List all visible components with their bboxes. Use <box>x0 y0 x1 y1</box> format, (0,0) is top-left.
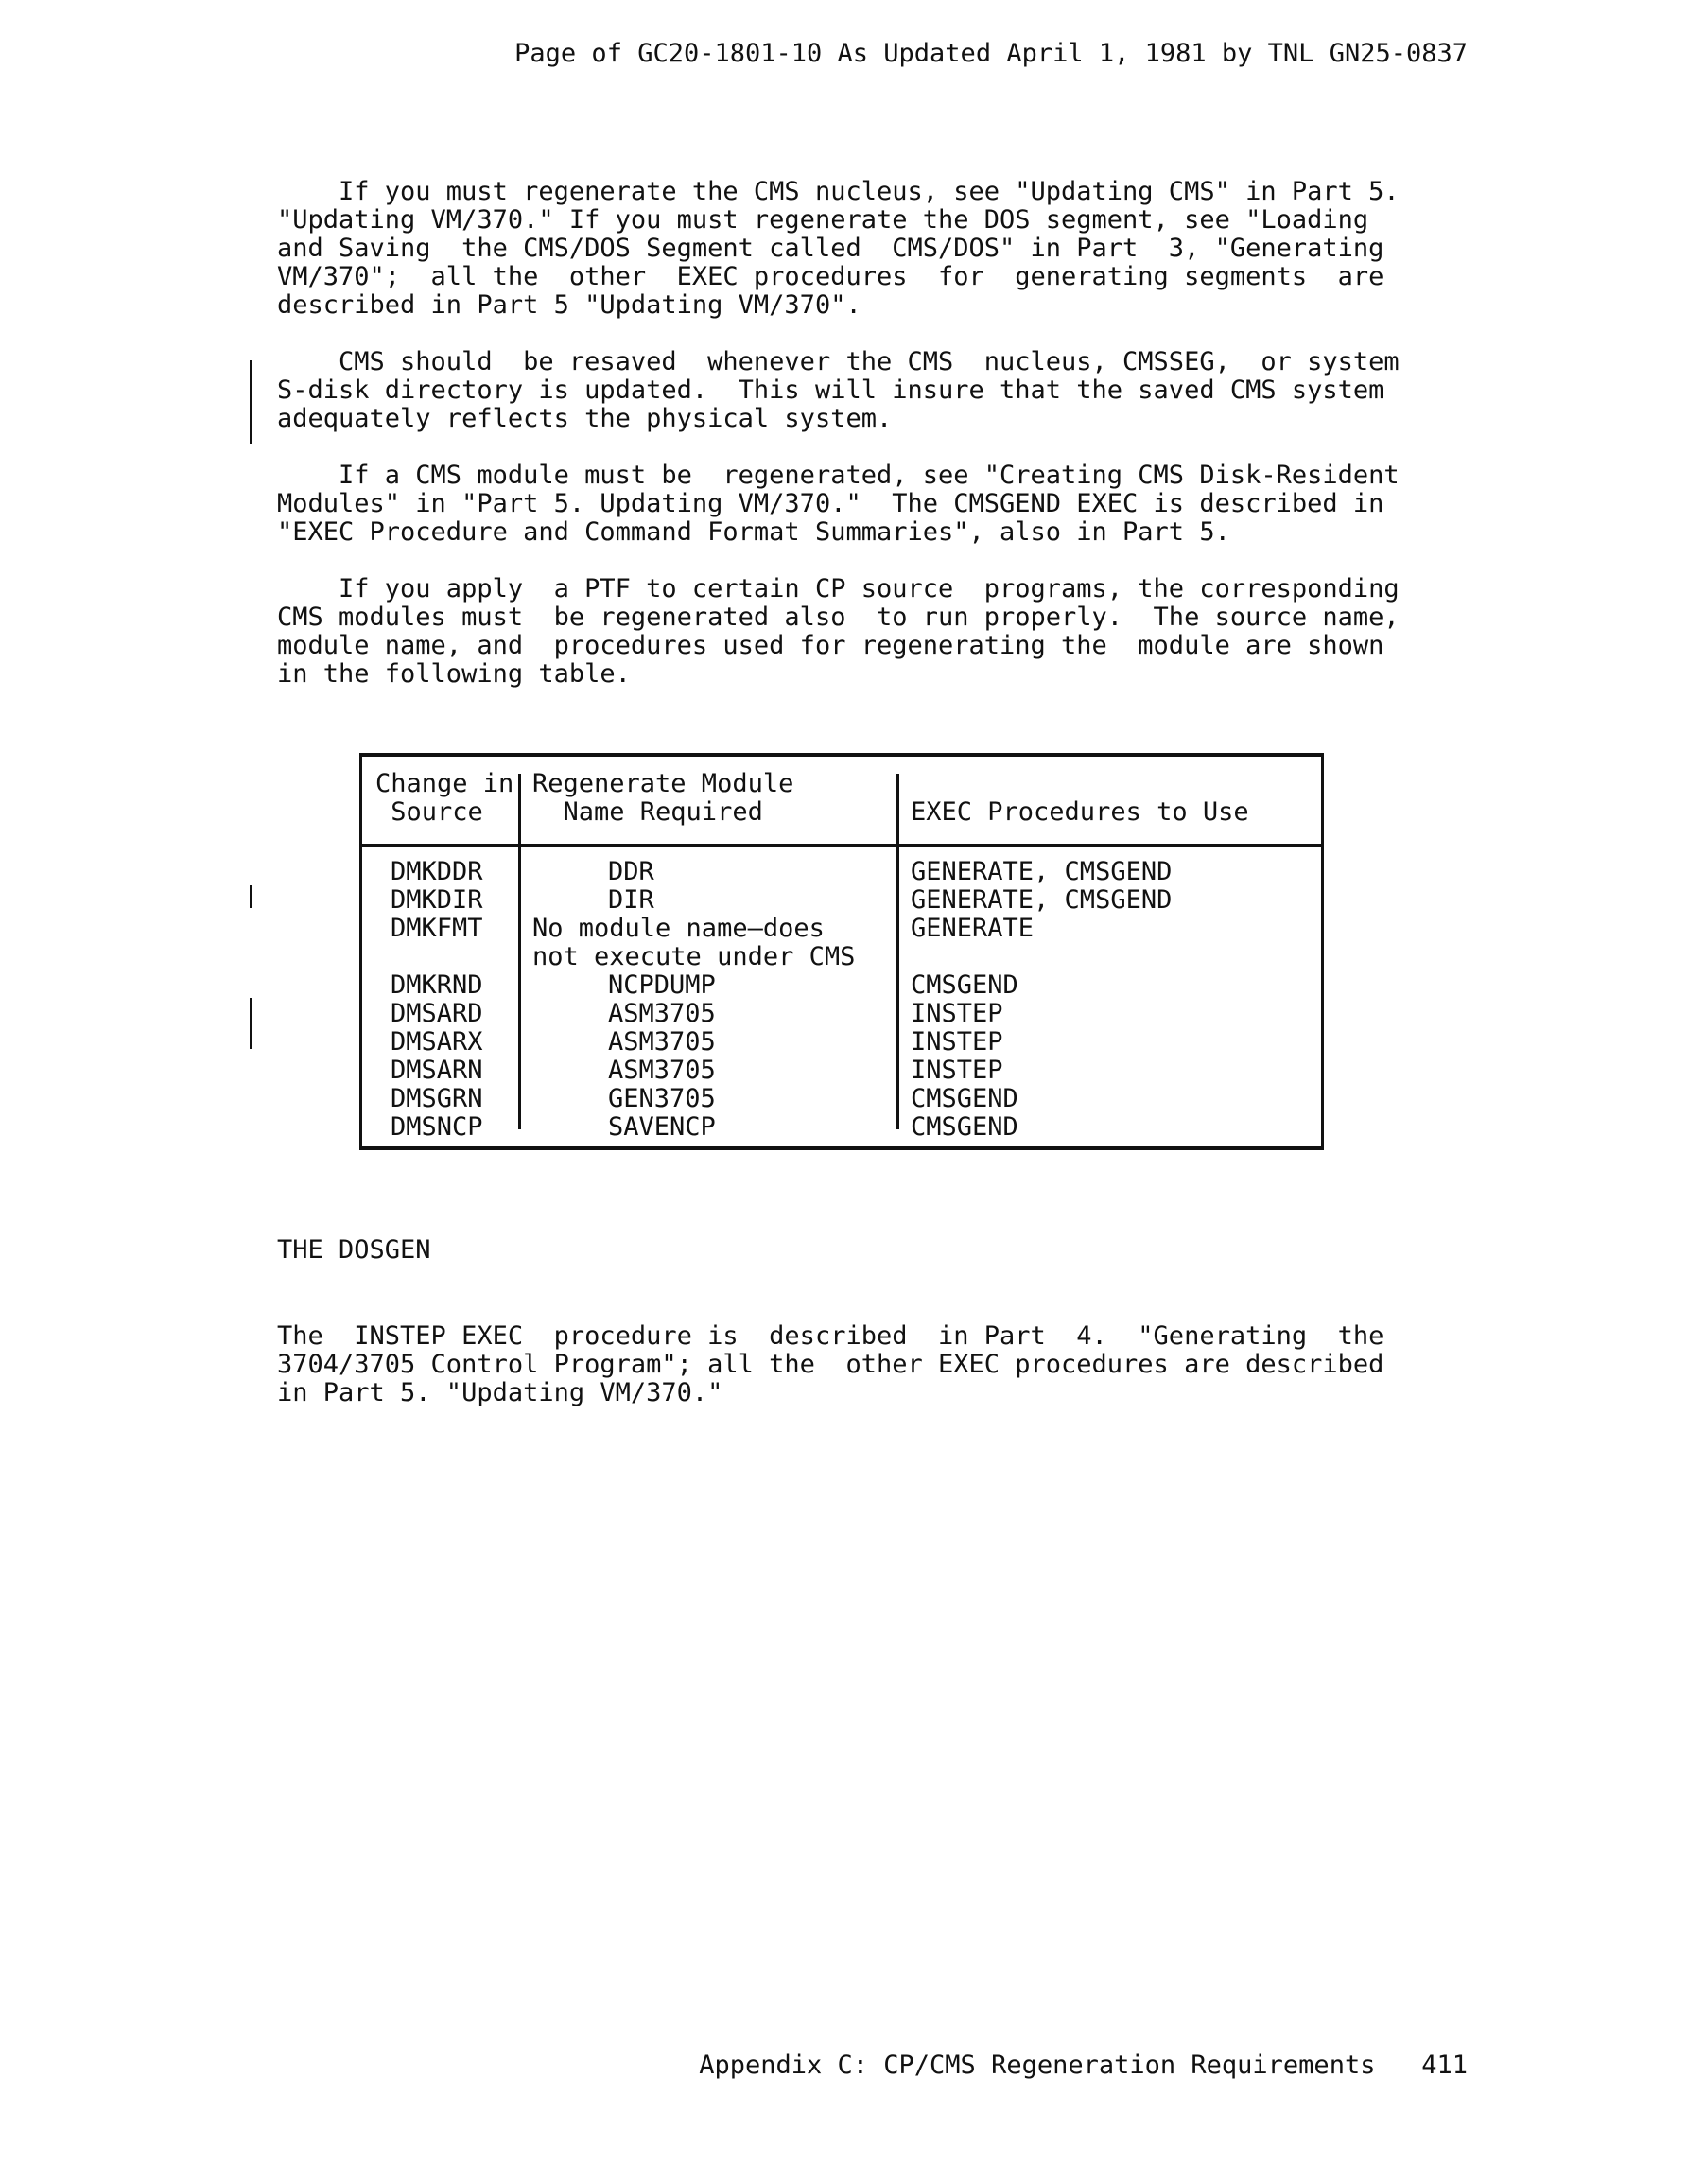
table-cell-source: DMSARN <box>391 1056 483 1085</box>
table-cell-source: DMKDIR <box>391 885 483 915</box>
table-cell-exec: CMSGEND <box>911 1084 1018 1113</box>
table-cell-module: ASM3705 <box>608 999 716 1028</box>
table-cell-module: ASM3705 <box>608 1056 716 1085</box>
table-cell-exec: GENERATE, CMSGEND <box>911 885 1173 915</box>
table-cell-module: DIR <box>608 885 654 915</box>
header-exec: EXEC Procedures to Use <box>911 797 1249 827</box>
table-cell-module: SAVENCP <box>608 1112 716 1142</box>
change-bar <box>250 998 252 1049</box>
header-rule <box>362 844 1321 847</box>
change-bar <box>250 360 252 444</box>
table-cell-module: ASM3705 <box>608 1027 716 1057</box>
table-cell-source: DMSNCP <box>391 1112 483 1142</box>
regeneration-table <box>359 753 1324 1150</box>
header-module: Regenerate Module Name Required <box>532 769 794 827</box>
table-cell-module: No module name—does not execute under CMS <box>532 914 856 971</box>
column-divider <box>518 774 521 1129</box>
change-bar <box>250 885 252 908</box>
table-cell-exec: INSTEP <box>911 1056 1003 1085</box>
table-cell-module: NCPDUMP <box>608 970 716 1000</box>
column-divider <box>896 774 899 1129</box>
table-cell-exec: CMSGEND <box>911 1112 1018 1142</box>
paragraph-regenerate-nucleus: If you must regenerate the CMS nucleus, see "Updating CMS" in Part 5. "Updating VM/370." If you must regenerate the DOS segment, see "Loading and Saving the CMS/DOS Segment called CMS/DOS" in Part 3, "Generating VM/370"; all the other EXEC procedures for generating segments are described in Part 5 "Updating VM/370". <box>277 177 1400 320</box>
table-cell-source: DMSARX <box>391 1027 483 1057</box>
table-cell-source: DMSGRN <box>391 1084 483 1113</box>
table-cell-source: DMKFMT <box>391 914 483 943</box>
page-footer: Appendix C: CP/CMS Regeneration Requirements 411 <box>699 2051 1468 2080</box>
paragraph-instep: The INSTEP EXEC procedure is described in Part 4. "Generating the 3704/3705 Control Program"; all the other EXEC procedures are described in Part 5. "Updating VM/370." <box>277 1321 1384 1407</box>
page-header: Page of GC20-1801-10 As Updated April 1, 1981 by TNL GN25-0837 <box>514 39 1468 68</box>
table-cell-exec: CMSGEND <box>911 970 1018 1000</box>
table-cell-exec: INSTEP <box>911 999 1003 1028</box>
table-cell-module: GEN3705 <box>608 1084 716 1113</box>
table-cell-source: DMKDDR <box>391 857 483 886</box>
table-cell-exec: GENERATE <box>911 914 1035 943</box>
section-heading: THE DOSGEN <box>277 1235 431 1265</box>
table-cell-module: DDR <box>608 857 654 886</box>
paragraph-ptf: If you apply a PTF to certain CP source programs, the corresponding CMS modules must be regenerated also to run properly. The source name, module name, and procedures used for regenerating the module are shown in the following table. <box>277 574 1400 689</box>
paragraph-resave-cms: CMS should be resaved whenever the CMS nucleus, CMSSEG, or system S-disk directory is updated. This will insure that the saved CMS system adequately reflects the physical system. <box>277 347 1400 433</box>
table-cell-exec: GENERATE, CMSGEND <box>911 857 1173 886</box>
paragraph-cms-module: If a CMS module must be regenerated, see "Creating CMS Disk-Resident Modules" in "Part 5. Updating VM/370." The CMSGEND EXEC is described in "EXEC Procedure and Command Format Summaries", also in Part 5. <box>277 461 1400 547</box>
table-cell-source: DMKRND <box>391 970 483 1000</box>
header-source: Change in Source <box>375 769 514 827</box>
table-cell-source: DMSARD <box>391 999 483 1028</box>
table-cell-exec: INSTEP <box>911 1027 1003 1057</box>
